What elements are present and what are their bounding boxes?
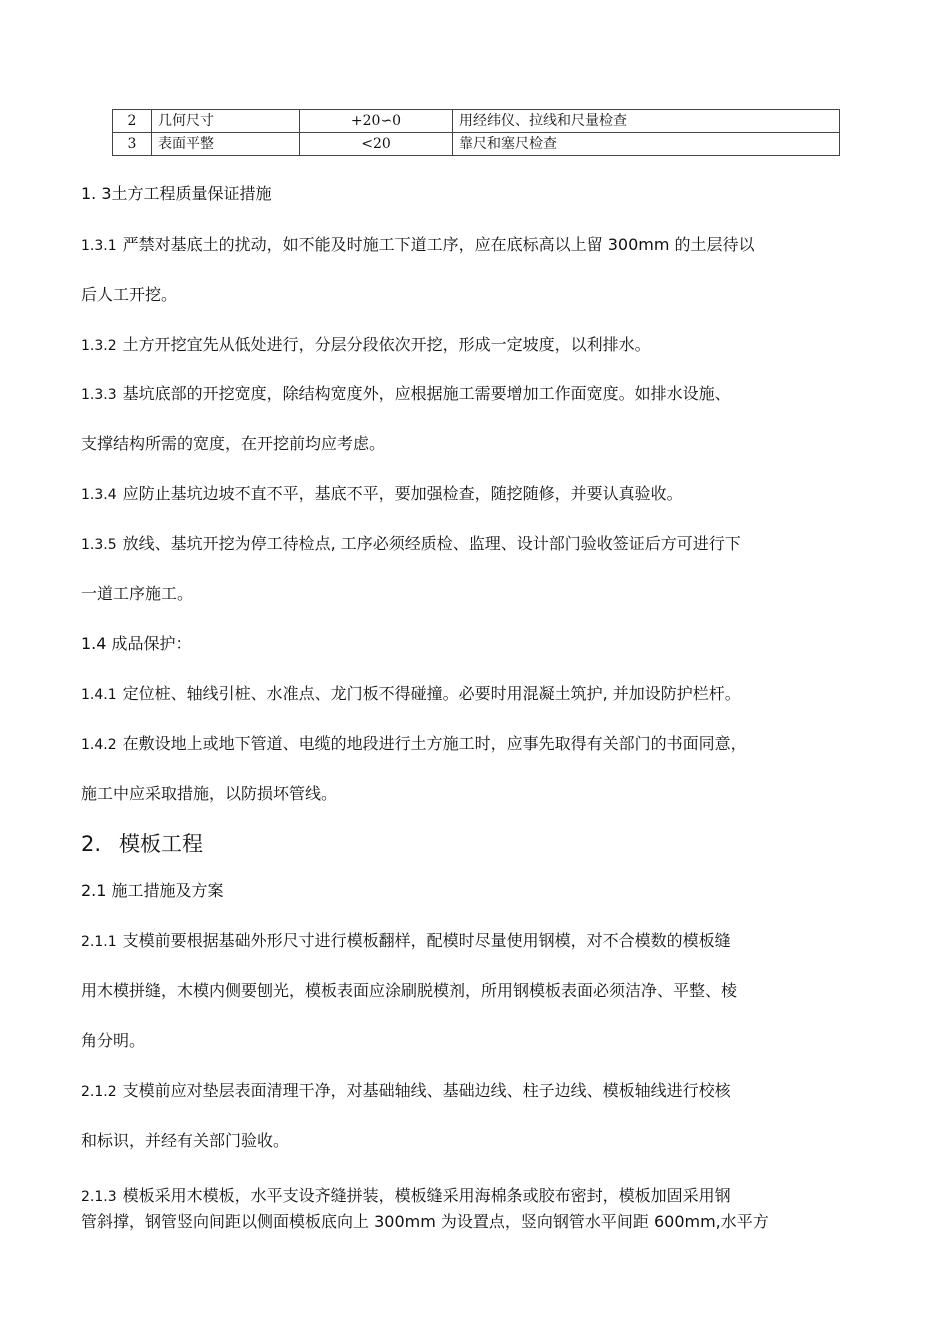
section-heading-1-3: 1. 3土方工程质量保证措施 <box>81 184 272 203</box>
clause-number: 2.1.1 <box>81 934 117 950</box>
check-item: 几何尺寸 <box>152 110 300 133</box>
clause-number: 2.1.2 <box>81 1084 117 1100</box>
paragraph-text: 支模前应对垫层表面清理干净，对基础轴线、基础边线、柱子边线、模板轴线进行校核 <box>122 1081 731 1100</box>
paragraph-continuation: 角分明。 <box>81 1031 146 1050</box>
paragraph-1-3-5 <box>81 533 741 556</box>
clause-number: 1.4.2 <box>81 737 117 753</box>
paragraph-1-3-3 <box>81 383 731 406</box>
clause-number: 2.1.3 <box>81 1189 117 1205</box>
quality-check-table <box>112 109 840 156</box>
paragraph-text: 定位桩、轴线引桩、水准点、龙门板不得碰撞。必要时用混凝土筑护, 并加设防护栏杆。 <box>122 684 741 703</box>
clause-number: 1.4.1 <box>81 687 117 703</box>
paragraph-1-4-2 <box>81 733 747 756</box>
paragraph-1-4-1 <box>81 683 741 706</box>
paragraph-1-3-2 <box>81 334 651 357</box>
paragraph-continuation: 用木模拼缝，木模内侧要刨光，模板表面应涂刷脱模剂，所用钢模板表面必须洁净、平整、棱 <box>81 981 738 1000</box>
tolerance-value: +20∽0 <box>300 110 453 133</box>
clause-number: 1.3.5 <box>81 537 117 553</box>
paragraph-2-1-2 <box>81 1080 731 1103</box>
chapter-number: 2. <box>81 832 102 856</box>
section-heading-1-4: 1.4 成品保护： <box>81 634 192 653</box>
paragraph-continuation: 和标识，并经有关部门验收。 <box>81 1131 290 1150</box>
paragraph-text: 应防止基坑边坡不直不平，基底不平，要加强检查，随挖随修，并要认真验收。 <box>122 484 683 503</box>
table-row <box>113 110 840 133</box>
paragraph-continuation: 支撑结构所需的宽度，在开挖前均应考虑。 <box>81 434 386 453</box>
check-method: 用经纬仪、拉线和尺量检查 <box>453 110 840 133</box>
row-number: 2 <box>113 110 152 133</box>
paragraph-text: 严禁对基底土的扰动，如不能及时施工下道工序，应在底标高以上留 300mm 的土层待以 <box>122 235 755 254</box>
paragraph-2-1-3 <box>81 1185 731 1208</box>
paragraph-text: 模板采用木模板，水平支设齐缝拼装，模板缝采用海棉条或胶布密封，模板加固采用钢 <box>122 1186 731 1205</box>
check-method: 靠尺和塞尺检查 <box>453 133 840 156</box>
clause-number: 1.3.1 <box>81 238 117 254</box>
clause-number: 1.3.4 <box>81 487 117 503</box>
section-heading-2-1: 2.1 施工措施及方案 <box>81 881 224 900</box>
paragraph-continuation: 后人工开挖。 <box>81 285 178 304</box>
paragraph-text: 土方开挖宜先从低处进行，分层分段依次开挖，形成一定坡度，以利排水。 <box>122 335 651 354</box>
row-number: 3 <box>113 133 152 156</box>
clause-number: 1.3.2 <box>81 338 117 354</box>
paragraph-2-1-1 <box>81 930 731 953</box>
clause-number: 1.3.3 <box>81 387 117 403</box>
paragraph-text: 放线、基坑开挖为停工待检点, 工序必须经质检、监理、设计部门验收签证后方可进行下 <box>122 534 741 553</box>
chapter-title: 模板工程 <box>119 832 204 856</box>
paragraph-continuation: 一道工序施工。 <box>81 584 194 603</box>
paragraph-text: 基坑底部的开挖宽度，除结构宽度外，应根据施工需要增加工作面宽度。如排水设施、 <box>122 384 731 403</box>
paragraph-text: 支模前要根据基础外形尺寸进行模板翻样，配模时尽量使用钢模，对不合模数的模板缝 <box>122 931 731 950</box>
paragraph-1-3-1 <box>81 234 755 257</box>
chapter-heading <box>81 830 203 858</box>
tolerance-value: <20 <box>300 133 453 156</box>
paragraph-continuation: 施工中应采取措施，以防损坏管线。 <box>81 784 338 803</box>
check-item: 表面平整 <box>152 133 300 156</box>
table-row <box>113 133 840 156</box>
paragraph-text: 在敷设地上或地下管道、电缆的地段进行土方施工时，应事先取得有关部门的书面同意， <box>122 734 747 753</box>
paragraph-1-3-4 <box>81 483 683 506</box>
paragraph-continuation: 管斜撑，钢管竖向间距以侧面模板底向上 300mm 为设置点，竖向钢管水平间距 600mm,水平方 <box>81 1212 769 1231</box>
